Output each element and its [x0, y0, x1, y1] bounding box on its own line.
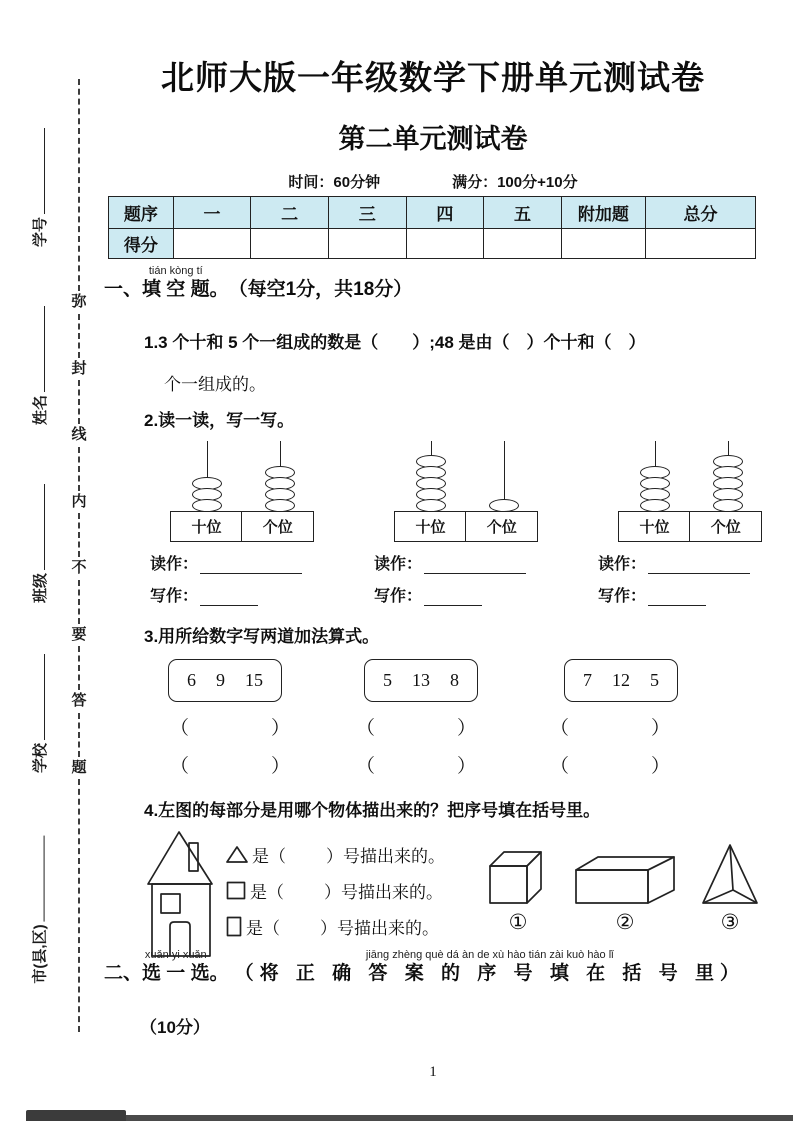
class-blank: [44, 483, 45, 569]
abacus-diagram: [394, 441, 540, 542]
object-triangular-pyramid: [700, 843, 760, 935]
seal-char: 要: [71, 625, 87, 643]
abacus-diagram: [170, 441, 316, 542]
box-number: 7: [583, 670, 592, 690]
section2-numbering: 二、: [104, 962, 143, 984]
box-number: 8: [450, 670, 459, 690]
scan-edge-strip: [26, 1115, 793, 1121]
pyramid-drawing: [700, 843, 760, 907]
q2-abacus-row: [150, 441, 793, 606]
section1-title: 填 空 题: [142, 279, 210, 300]
header-cell: 三: [328, 197, 406, 229]
section2-heading: [104, 950, 745, 985]
statement-square: 是（ ）号描出来的。: [226, 872, 445, 908]
seal-line: [70, 76, 88, 1035]
section1-pinyin: tián kòng tí: [148, 265, 203, 277]
paper-content: [88, 0, 778, 1121]
seal-char: 答: [71, 692, 87, 709]
object-cube: [486, 849, 550, 935]
seal-char: 封: [71, 359, 87, 377]
abacus-bead: [489, 499, 519, 512]
seal-char: 不: [71, 559, 87, 576]
abacus-group-3: [598, 441, 793, 606]
section2-score-note: （10分）: [140, 1018, 210, 1037]
box-number: 13: [412, 670, 430, 690]
badge-3: ③: [720, 910, 740, 934]
tens-rod: [415, 441, 447, 511]
house-window-square: [161, 894, 180, 913]
tens-rod: [191, 441, 223, 511]
box-number: 12: [612, 670, 630, 690]
read-as-label: 读作：: [374, 556, 423, 573]
city-county-label: 市(县,区): [31, 923, 49, 984]
q3-label: 3.用所给数字写两道加法算式。: [144, 627, 380, 646]
number-box-3: [564, 659, 678, 702]
ones-rod: [264, 441, 296, 511]
read-as-row: [598, 551, 793, 574]
header-cell: 四: [406, 197, 484, 229]
read-as-blank: [648, 573, 750, 574]
box-number: 9: [216, 670, 225, 690]
write-as-row: [374, 583, 582, 606]
header-cell: 一: [173, 197, 251, 229]
score-row-label: 得分: [109, 229, 174, 259]
section2-title: 选 一 选: [142, 963, 210, 984]
city-county-blank: [44, 835, 45, 921]
student-id-label: 学号: [31, 216, 49, 247]
answer-parens: （ ）: [170, 756, 290, 777]
seal-char: 弥: [71, 293, 87, 310]
student-id-blank: [44, 127, 45, 213]
tens-place-label: 十位: [618, 511, 691, 542]
class-label: 班级: [31, 572, 49, 603]
write-as-label: 写作：: [374, 588, 423, 605]
q4-label: 4.左图的每部分是用哪个物体描出来的？把序号填在括号里。: [144, 801, 601, 820]
read-as-blank: [424, 573, 526, 574]
full-score: 满分：100分+10分: [452, 174, 578, 191]
score-table-score-row: [109, 229, 756, 259]
ones-place-label: 个位: [689, 511, 762, 542]
q1-line1: 1.3 个十和 5 个一组成的数是（ ）;48 是由（ ）个十和（ ）: [144, 333, 646, 352]
triangle-icon: [226, 845, 248, 864]
tens-rod: [639, 441, 671, 511]
header-cell: 二: [251, 197, 329, 229]
abacus-diagram: [618, 441, 764, 542]
header-cell: 五: [484, 197, 562, 229]
section1-period: 。: [209, 278, 229, 300]
city-county-field: [10, 810, 68, 1008]
header-cell: 总分: [645, 197, 755, 229]
score-cell: [561, 229, 645, 259]
house-roof-triangle: [148, 832, 212, 884]
house-chimney: [189, 843, 198, 871]
score-cell: [645, 229, 755, 259]
square-icon: [226, 881, 246, 900]
box-number: 5: [650, 670, 659, 690]
ones-rod: [712, 441, 744, 511]
number-box-1: [168, 659, 282, 702]
tens-place-label: 十位: [170, 511, 243, 542]
student-id-field: [10, 116, 68, 258]
answer-parens: （ ）: [550, 718, 670, 739]
time-limit: 时间：60分钟: [288, 174, 381, 191]
write-as-label: 写作：: [150, 588, 199, 605]
seal-char: 线: [71, 426, 87, 443]
badge-2: ②: [615, 910, 635, 934]
read-as-label: 读作：: [598, 556, 647, 573]
paper-title: 北师大版一年级数学下册单元测试卷: [161, 59, 705, 96]
section2-bracket-pinyin: jiāng zhèng què dá àn de xù hào tián zài kuò hào lǐ: [365, 949, 614, 961]
name-blank: [44, 305, 45, 391]
section1-heading: [104, 266, 412, 301]
answer-parens: （ ）: [356, 756, 476, 777]
ones-rod: [488, 441, 520, 511]
write-as-blank: [200, 605, 258, 606]
cube-drawing: [486, 849, 550, 907]
read-as-blank: [200, 573, 302, 574]
rectangle-icon: [226, 916, 242, 937]
score-cell: [328, 229, 406, 259]
ones-place-label: 个位: [465, 511, 538, 542]
read-as-row: [150, 551, 358, 574]
read-as-label: 读作：: [150, 556, 199, 573]
header-cell: 题序: [109, 197, 174, 229]
statement-rectangle: 是（ ）号描出来的。: [226, 908, 445, 944]
q1-line2: 个一组成的。: [164, 375, 266, 394]
q2-label: 2.读一读，写一写。: [144, 411, 295, 430]
abacus-bead: [265, 499, 295, 512]
page-number: 1: [429, 1064, 437, 1080]
cuboid-drawing: [574, 855, 676, 907]
box-number: 5: [383, 670, 392, 690]
section2-bracket: （将 正 确 答 案 的 序 号 填 在 括 号 里）: [234, 963, 745, 984]
school-blank: [44, 653, 45, 739]
header-cell: 附加题: [561, 197, 645, 229]
name-field: [10, 294, 68, 436]
ones-place-label: 个位: [241, 511, 314, 542]
house-drawing: [142, 830, 222, 965]
box-number: 15: [245, 670, 263, 690]
write-as-label: 写作：: [598, 588, 647, 605]
tens-place-label: 十位: [394, 511, 467, 542]
score-table-header-row: [109, 197, 756, 229]
exam-info-line: [88, 171, 778, 192]
section1-numbering: 一、: [104, 278, 143, 300]
score-table: [108, 196, 756, 259]
seal-char: 内: [71, 492, 87, 510]
write-as-row: [150, 583, 358, 606]
q4-statements: [226, 836, 445, 944]
write-as-row: [598, 583, 793, 606]
score-cell: [173, 229, 251, 259]
statement-triangle: 是（ ）号描出来的。: [226, 836, 445, 872]
section2-period: 。: [209, 962, 229, 984]
answer-parens: （ ）: [356, 718, 476, 739]
score-cell: [484, 229, 562, 259]
abacus-group-1: [150, 441, 358, 606]
section2-pinyin: xuǎn yi xuǎn: [144, 949, 207, 961]
name-label: 姓名: [31, 394, 49, 425]
box-number: 6: [187, 670, 196, 690]
school-field: [10, 644, 68, 782]
read-as-row: [374, 551, 582, 574]
abacus-bead: [640, 499, 670, 512]
answer-parens: （ ）: [170, 718, 290, 739]
q4-objects: [486, 843, 760, 935]
write-as-blank: [648, 605, 706, 606]
abacus-group-2: [374, 441, 582, 606]
number-box-2: [364, 659, 478, 702]
seal-char: 题: [71, 758, 87, 776]
scan-edge-blob: [26, 1110, 126, 1121]
object-cuboid: [574, 855, 676, 935]
answer-parens: （ ）: [550, 756, 670, 777]
write-as-blank: [424, 605, 482, 606]
abacus-bead: [192, 499, 222, 512]
score-cell: [251, 229, 329, 259]
score-cell: [406, 229, 484, 259]
abacus-bead: [416, 499, 446, 512]
badge-1: ①: [508, 910, 528, 934]
section1-note: （每空1分，共18分）: [228, 278, 413, 300]
abacus-bead: [713, 499, 743, 512]
unit-subtitle: 第二单元测试卷: [338, 124, 528, 154]
school-label: 学校: [31, 742, 49, 773]
class-field: [10, 472, 68, 614]
